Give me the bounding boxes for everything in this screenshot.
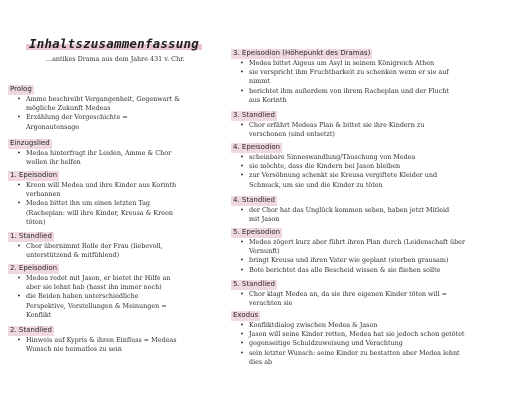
bullet-line: • Konfliktdialog zwischen Medea & Jason — [249, 321, 378, 329]
bullet-list — [8, 95, 180, 132]
bullet-line: Vernunft) — [249, 247, 280, 256]
section-heading: 2. Standlied — [10, 326, 52, 334]
bullet-list — [231, 59, 449, 105]
bullet-line: • Hinweis auf Kypris & ihren Einfluss = Medeas — [26, 336, 177, 344]
bullet-line: aber sie lehnt hab (hasst ihn immer noch) — [26, 283, 162, 292]
section-heading: 3. Standlied — [233, 111, 275, 119]
bullet-line: • bringt Kreusa und ihren Vater wie geplant (sterben grausam) — [249, 256, 449, 265]
bullet-line: • Medea bittet ihn um einen letzten Tag — [26, 199, 151, 208]
section-heading: 5. Standlied — [233, 280, 275, 288]
bullet-list — [231, 238, 465, 275]
bullet-item — [240, 153, 437, 162]
bullet-line: mögliche Zukunft Medeas — [26, 104, 111, 113]
bullet-line: nimmt — [249, 77, 270, 86]
bullet-line: • Bote berichtet das alle Bescheid wissen & sie fliehen sollte — [249, 265, 441, 274]
bullet-line: • der Chor hat das Unglück kommen sehen, haben jetzt Mitleid — [249, 206, 450, 214]
bullet-line: töten) — [26, 217, 46, 226]
bullet-line: • Amme beschreibt Vergangenheit, Gegenwart & — [26, 95, 180, 103]
section-heading: 5. Epeisodion — [233, 228, 281, 236]
bullet-item — [240, 330, 464, 339]
section — [231, 40, 449, 105]
document-title: Inhaltszusammenfassung — [26, 36, 202, 51]
section — [8, 162, 176, 227]
bullet-line: Argonautensage — [26, 122, 80, 131]
document-subtitle: ...antikes Drama aus dem Jahre 431 v. Chr. — [46, 55, 185, 63]
bullet-line: • berichtet ihm außerdem von ihrem Racheplan und der Flucht — [249, 86, 450, 95]
bullet-line: • sie möchte, dass die Kindern bei Jason bleiben — [249, 162, 401, 171]
bullet-line: • gegenseitige Schuldzuweisung und Verachtung — [249, 339, 403, 348]
bullet-item — [240, 162, 437, 171]
bullet-line: Perspektive, Vorstellungen & Meinungen = — [26, 301, 167, 310]
bullet-item — [240, 68, 449, 86]
bullet-item — [240, 349, 464, 367]
bullet-line: • Medea bittet Aigeus um Asyl in seinem Königreich Athen — [249, 59, 435, 67]
bullet-list — [8, 181, 176, 227]
bullet-item — [17, 292, 170, 320]
bullet-item — [240, 256, 465, 265]
bullet-line: • Jason will seine Kinder retten, Medea hat sie jedoch schon getötet — [249, 330, 465, 339]
bullet-line: • Chor klagt Medea an, da sie ihre eigenen Kinder töten will = — [249, 290, 448, 298]
bullet-item — [240, 321, 464, 330]
bullet-list — [8, 336, 176, 354]
section-heading: 1. Standlied — [10, 232, 52, 240]
bullet-item — [17, 95, 180, 113]
section-heading: Exodus — [233, 311, 259, 319]
bullet-line: • sein letzter Wunsch: seine Kinder zu bestatten aber Medea lehnt — [249, 348, 460, 357]
bullet-item — [17, 336, 176, 354]
section-heading: 2. Epeisodion — [10, 264, 58, 272]
bullet-line: Schmuck, um sie und die Kinder zu töten — [249, 180, 383, 189]
bullet-line: • zur Versöhnung schenkt sie Kreusa vergiftete Kleider und — [249, 171, 438, 180]
bullet-item — [240, 59, 449, 68]
bullet-line: (Racheplan: will ihre Kinder, Kreusa & Kreon — [26, 208, 174, 217]
bullet-line: Konflikt — [26, 310, 52, 319]
section — [231, 134, 437, 190]
section — [8, 317, 176, 354]
bullet-item — [240, 339, 464, 348]
bullet-line: • scheinbare Sinneswandlung/Täuschung von Medea — [249, 153, 416, 161]
bullet-list — [8, 274, 170, 320]
bullet-item — [17, 181, 176, 199]
bullet-line: mit Jason — [249, 215, 280, 224]
section — [231, 302, 464, 367]
section — [8, 76, 180, 132]
bullet-line: • sie verspricht ihm Fruchtbarkeit zu schenken wenn er sie auf — [249, 68, 449, 77]
bullet-line: wollen ihr helfen — [26, 158, 81, 167]
section — [8, 255, 170, 320]
bullet-line: aus Korinth — [249, 95, 287, 104]
bullet-list — [231, 153, 437, 190]
bullet-line: • Erzählung der Vorgeschichte = — [26, 113, 128, 122]
bullet-line: unterstützend & mitfühlend) — [26, 251, 120, 260]
bullet-item — [240, 238, 465, 256]
bullet-line: • Kreon will Medea und ihre Kinder aus Korinth — [26, 181, 177, 189]
section — [231, 219, 465, 275]
bullet-line: Wunsch nie heimatlos zu sein — [26, 345, 122, 354]
bullet-list — [231, 321, 464, 367]
bullet-line: dies ab — [249, 357, 273, 366]
bullet-line: • Medea redet mit Jason, er bietet ihr Hilfe an — [26, 274, 171, 282]
bullet-item — [17, 274, 170, 292]
bullet-line: verschonen (sind entsetzt) — [249, 130, 335, 139]
section-heading: 1. Epeisodion — [10, 171, 58, 179]
section-heading: 4. Epeisodion — [233, 143, 281, 151]
bullet-line: verachten sie — [249, 299, 293, 308]
section-heading: 4. Standlied — [233, 196, 275, 204]
bullet-line: • die Beiden haben unterschiedliche — [26, 292, 139, 301]
bullet-line: • Medea zögert kurz aber führt ihren Plan durch (Leidenschaft über — [249, 238, 466, 246]
bullet-line: • Chor übernimmt Rolle der Frau (liebevoll, — [26, 242, 163, 250]
bullet-line: verbannen — [26, 190, 61, 199]
bullet-line: • Medea hinterfragt ihr Leiden, Amme & Chor — [26, 149, 172, 157]
section-heading: Einzugslied — [10, 139, 50, 147]
section-heading: Prolog — [10, 85, 32, 93]
bullet-line: • Chor erfährt Medeas Plan & bittet sie ihre Kindern zu — [249, 121, 425, 129]
section-heading: 3. Epeisodion (Höhepunkt des Dramas) — [233, 49, 371, 57]
